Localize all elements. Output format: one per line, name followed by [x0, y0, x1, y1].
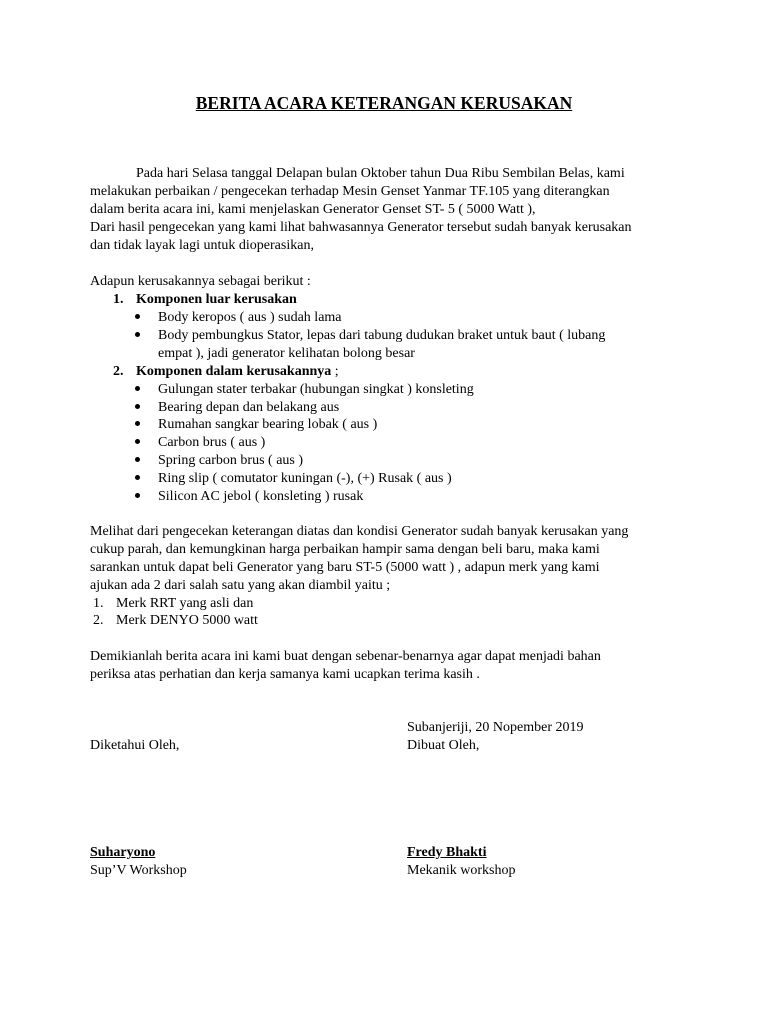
section-heading [136, 291, 297, 309]
right-signatory-name: Fredy Bhakti [407, 845, 487, 860]
list-item: Bearing depan dan belakang aus [158, 400, 340, 415]
bullet-icon [135, 439, 140, 444]
closing-line-1: Demikianlah berita acara ini kami buat dengan sebenar-benarnya agar dapat menjadi bahan [90, 649, 601, 664]
intro-line-5: dan tidak layak lagi untuk dioperasikan, [90, 238, 314, 253]
section-heading-suffix: ; [331, 364, 339, 379]
intro-line-2: melakukan perbaikan / pengecekan terhadap Mesin Genset Yanmar TF.105 yang diterangkan [90, 184, 610, 199]
left-signature-caption: Diketahui Oleh, [90, 738, 180, 753]
left-signatory-role: Sup’V Workshop [90, 863, 187, 878]
intro-line-4: Dari hasil pengecekan yang kami lihat bahwasannya Generator tersebut sudah banyak kerusakan [90, 220, 632, 235]
list-item: Silicon AC jebol ( konsleting ) rusak [158, 489, 364, 504]
bullet-icon [135, 475, 140, 480]
section-number: 1. [113, 292, 124, 307]
bullet-icon [135, 314, 140, 319]
brand-number: 1. [93, 596, 104, 611]
list-item: Body keropos ( aus ) sudah lama [158, 310, 342, 325]
brand-item: Merk RRT yang asli dan [116, 596, 254, 611]
bullet-icon [135, 457, 140, 462]
conclusion-line-4: ajukan ada 2 dari salah satu yang akan diambil yaitu ; [90, 578, 391, 593]
document-title: BERITA ACARA KETERANGAN KERUSAKAN [195, 93, 573, 113]
bullet-icon [135, 493, 140, 498]
brand-item: Merk DENYO 5000 watt [116, 613, 258, 628]
bullet-icon [135, 332, 140, 337]
section-heading [136, 363, 339, 381]
bullet-icon [135, 404, 140, 409]
list-item: Spring carbon brus ( aus ) [158, 453, 304, 468]
conclusion-line-2: cukup parah, dan kemungkinan harga perbaikan hampir sama dengan beli baru, maka kami [90, 542, 600, 557]
list-item: Gulungan stater terbakar (hubungan singkat ) konsleting [158, 382, 474, 397]
section-number: 2. [113, 364, 124, 379]
bullet-icon [135, 386, 140, 391]
bullet-icon [135, 421, 140, 426]
damage-intro: Adapun kerusakannya sebagai berikut : [90, 274, 311, 289]
list-item: Ring slip ( comutator kuningan (-), (+) Rusak ( aus ) [158, 471, 452, 486]
place-date: Subanjeriji, 20 Nopember 2019 [407, 720, 584, 735]
list-item-continued: empat ), jadi generator kelihatan bolong besar [158, 346, 415, 361]
intro-line-1: Pada hari Selasa tanggal Delapan bulan Oktober tahun Dua Ribu Sembilan Belas, kami [136, 166, 625, 181]
list-item: Carbon brus ( aus ) [158, 435, 266, 450]
conclusion-line-3: sarankan untuk dapat beli Generator yang baru ST-5 (5000 watt ) , adapun merk yang kami [90, 560, 600, 575]
right-signature-caption: Dibuat Oleh, [407, 738, 480, 753]
list-item: Rumahan sangkar bearing lobak ( aus ) [158, 417, 378, 432]
intro-line-3: dalam berita acara ini, kami menjelaskan Generator Genset ST- 5 ( 5000 Watt ), [90, 202, 536, 217]
section-heading-text: Komponen dalam kerusakannya [136, 364, 332, 379]
right-signatory-role: Mekanik workshop [407, 863, 516, 878]
left-signatory-name: Suharyono [90, 845, 156, 860]
brand-number: 2. [93, 613, 104, 628]
list-item: Body pembungkus Stator, lepas dari tabung dudukan braket untuk baut ( lubang [158, 328, 606, 343]
conclusion-line-1: Melihat dari pengecekan keterangan diatas dan kondisi Generator sudah banyak kerusakan yang [90, 524, 629, 539]
closing-line-2: periksa atas perhatian dan kerja samanya kami ucapkan terima kasih . [90, 667, 480, 682]
section-heading-text: Komponen luar kerusakan [136, 292, 297, 307]
